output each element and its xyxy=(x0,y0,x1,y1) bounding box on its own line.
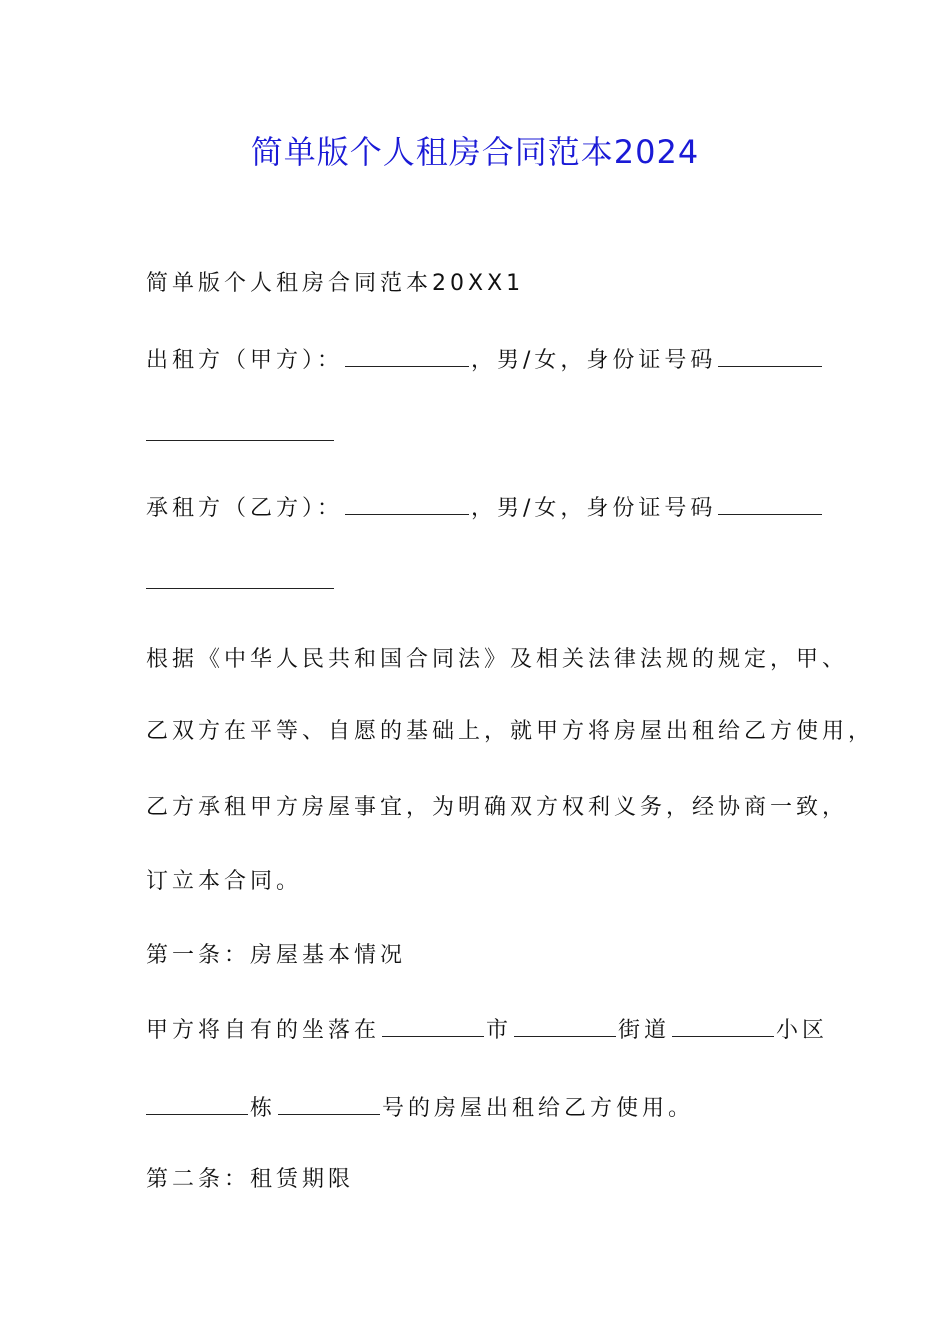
article1-building-line xyxy=(146,1092,694,1125)
lessor-id-blank xyxy=(718,344,822,367)
lessor-name-blank xyxy=(345,344,469,367)
article2-heading: 第二条：租赁期限 xyxy=(146,1167,355,1192)
location-intro: 甲方将自有的坐落在 xyxy=(146,1018,381,1043)
lessee-name-blank xyxy=(345,492,469,515)
city-blank xyxy=(382,1014,484,1037)
preamble-line-2: 乙双方在平等、自愿的基础上，就甲方将房屋出租给乙方使用， xyxy=(146,719,875,744)
preamble-line-1: 根据《中华人民共和国合同法》及相关法律法规的规定，甲、 xyxy=(146,647,849,672)
lessor-gender-id-label: ，男/女，身份证号码 xyxy=(471,348,717,373)
document-title: 简单版个人租房合同范本2024 xyxy=(250,133,700,171)
lessee-id-continuation xyxy=(146,566,336,599)
lessee-gender-id-label: ，男/女，身份证号码 xyxy=(471,496,717,521)
lessor-id-continuation xyxy=(146,418,336,451)
lessee-id-blank-cont xyxy=(146,566,334,589)
lessor-label: 出租方（甲方）： xyxy=(146,348,344,373)
building-blank xyxy=(146,1092,248,1115)
lessee-label: 承租方（乙方）： xyxy=(146,496,344,521)
lessee-id-blank xyxy=(718,492,822,515)
street-blank xyxy=(514,1014,616,1037)
article1-location-line xyxy=(146,1014,828,1047)
community-blank xyxy=(672,1014,774,1037)
article1-heading: 第一条：房屋基本情况 xyxy=(146,943,407,968)
lessee-line xyxy=(146,492,824,525)
preamble-line-3: 乙方承租甲方房屋事宜，为明确双方权利义务，经协商一致， xyxy=(146,795,849,820)
city-label: 市 xyxy=(486,1018,513,1043)
unit-blank xyxy=(278,1092,380,1115)
lessor-line xyxy=(146,344,824,377)
location-tail: 号的房屋出租给乙方使用。 xyxy=(382,1096,695,1121)
preamble-line-4: 订立本合同。 xyxy=(146,869,303,894)
building-label: 栋 xyxy=(250,1096,277,1121)
subtitle: 简单版个人租房合同范本20XX1 xyxy=(146,271,525,296)
street-label: 街道 xyxy=(618,1018,671,1043)
lessor-id-blank-cont xyxy=(146,418,334,441)
community-label: 小区 xyxy=(776,1018,829,1043)
